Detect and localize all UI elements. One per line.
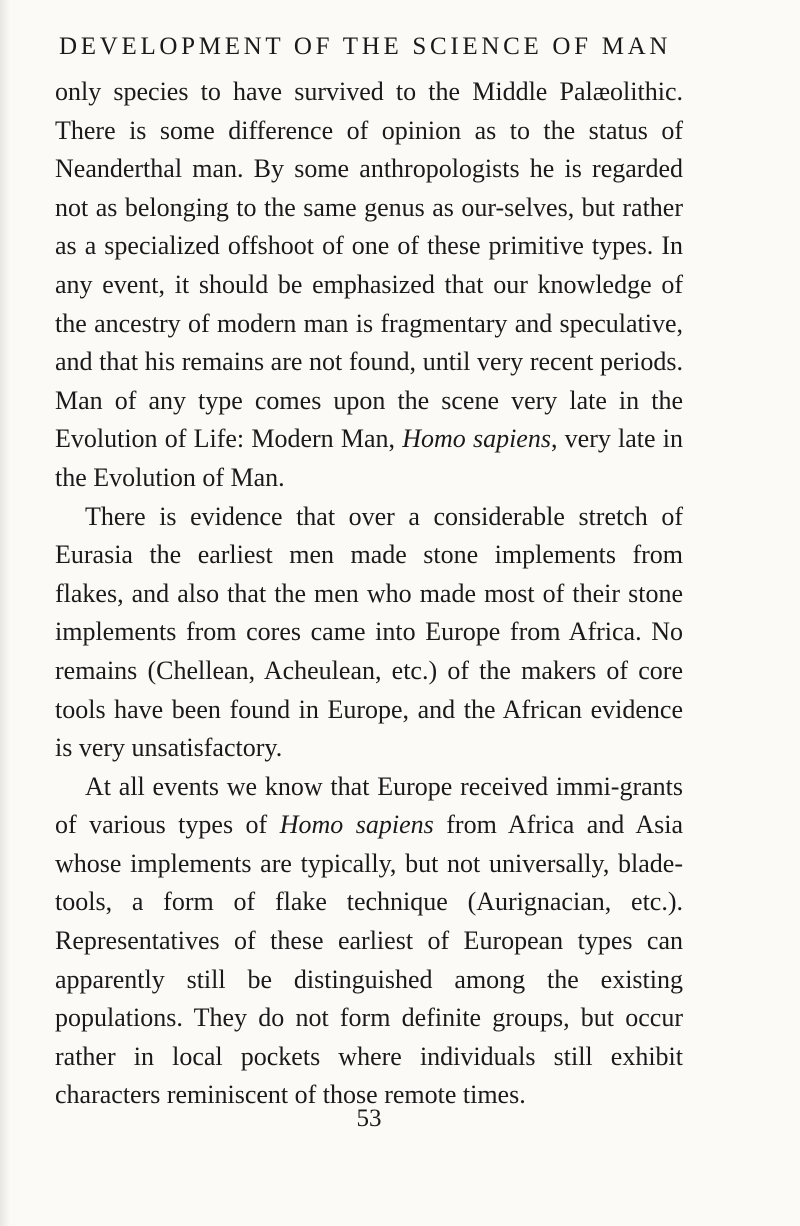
- text-run: from Africa and Asia whose implements are typically, but not universally, blade-tools, a form of flake technique (Aurignacian, etc.). Representatives of these earliest of European types can apparently still be distinguished among the existing populations. They do not form definite groups, but occur rather in local pockets where individuals still exhibit characters reminiscent of those remote times.: [55, 810, 683, 1110]
- body-text: [55, 73, 683, 1115]
- paragraph: [55, 73, 683, 498]
- paragraph: [55, 768, 683, 1115]
- text-run: There is evidence that over a considerable stretch of Eurasia the earliest men made stone implements from flakes, and also that the men who made most of their stone implements from cores came into Europe from Africa. No remains (Chellean, Acheulean, etc.) of the makers of core tools have been found in Europe, and the African evidence is very unsatisfactory.: [55, 501, 683, 763]
- paragraph: [55, 498, 683, 768]
- page-edge-shadow: [0, 0, 10, 1226]
- book-page: [55, 30, 683, 1132]
- italic-term: Homo sapiens: [279, 810, 434, 840]
- page-number: 53: [356, 1105, 382, 1132]
- running-header: DEVELOPMENT OF THE SCIENCE OF MAN: [59, 33, 672, 60]
- text-run: , very late in the Evolution of Man.: [55, 424, 683, 492]
- text-run: only species to have survived to the Middle Palæolithic. There is some difference of opinion as to the status of Neanderthal man. By some anthropologists he is regarded not as belonging to the same genus as our-selves, but rather as a specialized offshoot of one of these primitive types. In any event, it should be emphasized that our knowledge of the ancestry of modern man is fragmentary and speculative, and that his remains are not found, until very recent periods. Man of any type comes upon the scene very late in the Evolution of Life: Modern Man,: [55, 77, 683, 454]
- text-run: At all events we know that Europe received immi-grants of various types of: [55, 771, 683, 840]
- italic-term: Homo sapiens: [402, 424, 551, 454]
